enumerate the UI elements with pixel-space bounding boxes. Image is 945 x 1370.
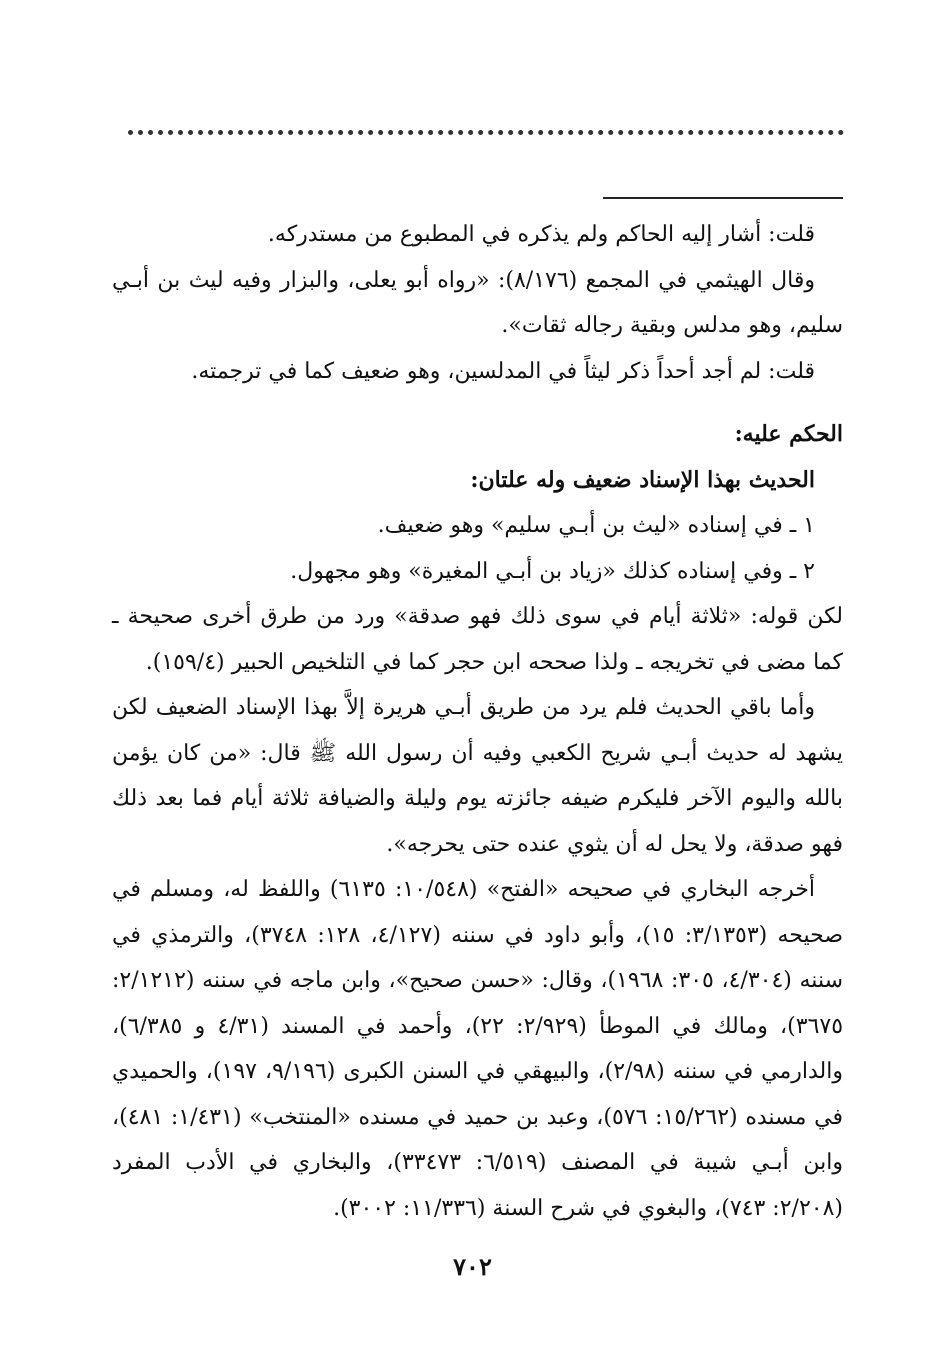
paragraph-remaining-hadith: وأما باقي الحديث فلم يرد من طريق أبـي هريرة إلاَّ بهذا الإسناد الضعيف لكن يشهد له حديث أبـي شريح الكعبي وفيه أن رسول الله ﷺ قال: «من كان يؤمن بالله واليوم الآخر فليكرم ضيفه جائزته يوم وليلة والضيافة ثلاثة أيام فما بعد ذلك فهو صدقة، ولا يحل له أن يثوي عنده حتى يحرجه».: [112, 695, 843, 857]
paragraph-however: لكن قوله: «ثلاثة أيام في سوى ذلك فهو صدقة» ورد من طرق أخرى صحيحة ـ كما مضى في تخريجه ـ ولذا صححه ابن حجر كما في التلخيص الحبير (١٥٩/٤).: [112, 604, 843, 675]
paragraph-references: أخرجه البخاري في صحيحه «الفتح» (١٠/٥٤٨: ٦١٣٥) واللفظ له، ومسلم في صحيحه (٣/١٣٥٣: ١٥)، وأبو داود في سننه (٤/١٢٧، ١٢٨: ٣٧٤٨)، والترمذي في سننه (٤/٣٠٤، ٣٠٥: ١٩٦٨)، وقال: «حسن صحيح»، وابن ماجه في سننه (٢/١٢١٢: ٣٦٧٥)، ومالك في الموطأ (٢/٩٢٩: ٢٢)، وأحمد في المسند (٤/٣١ و ٦/٣٨٥)، والدارمي في سننه (٢/٩٨)، والبيهقي في السنن الكبرى (٩/١٩٦، ١٩٧)، والحميدي في مسنده (١٥/٢٦٢: ٥٧٦)، وعبد بن حميد في مسنده «المنتخب» (١/٤٣١: ٤٨١)، وابن أبـي شيبة في المصنف (٦/٥١٩: ٣٣٤٧٣)، والبخاري في الأدب المفرد (٢/٢٠٨: ٧٤٣)، والبغوي في شرح السنة (١١/٣٣٦: ٣٠٠٢).: [112, 877, 844, 1221]
page-body: [112, 212, 843, 1231]
paragraph-note-2: قلت: لم أجد أحداً ذكر ليثاً في المدلسين، وهو ضعيف كما في ترجمته.: [191, 358, 815, 384]
paragraph-note-1: قلت: أشار إليه الحاكم ولم يذكره في المطبوع من مستدركه.: [267, 222, 815, 247]
dotted-separator: [128, 130, 844, 150]
page-number: ٧٠٢: [453, 1252, 492, 1281]
ruling-point-2: ٢ ـ وفي إسناده كذلك «زياد بن أبـي المغيرة» وهو مجهول.: [290, 558, 815, 584]
ruling-heading: الحكم عليه:: [734, 421, 843, 447]
footnote-rule: [603, 197, 843, 199]
paragraph-haythami: وقال الهيثمي في المجمع (٨/١٧٦): «رواه أبو يعلى، والبزار وفيه ليث بن أبـي سليم، وهو مدلس وبقية رجاله ثقات».: [112, 267, 843, 338]
references-block: [112, 867, 843, 1231]
ruling-intro: الحديث بهذا الإسناد ضعيف وله علتان:: [470, 466, 815, 493]
ruling-point-1: ١ ـ في إسناده «ليث بن أبـي سليم» وهو ضعيف.: [377, 513, 815, 538]
